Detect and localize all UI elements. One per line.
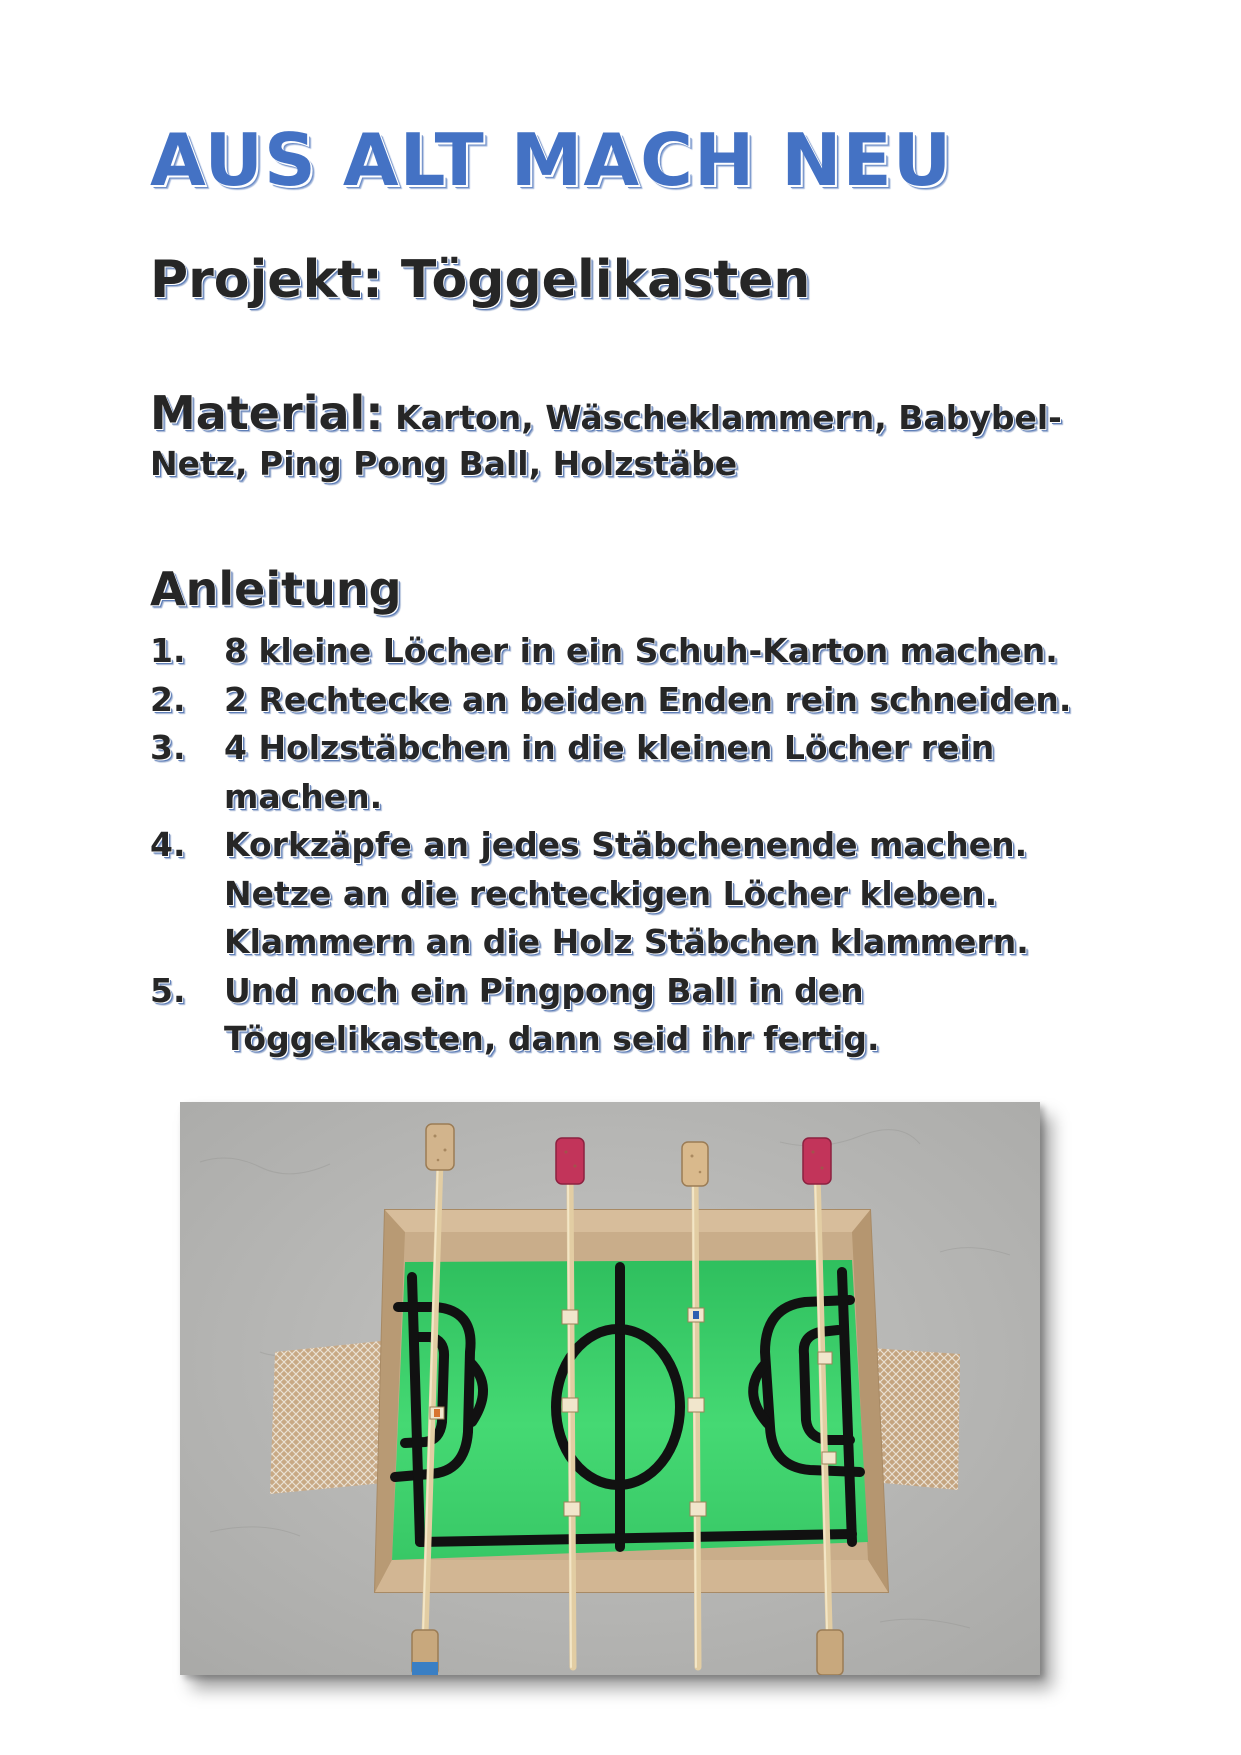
material-section	[150, 386, 1100, 487]
instruction-list	[150, 627, 1110, 1064]
step-line: Töggelikasten, dann seid ihr fertig.	[224, 1019, 880, 1058]
instruction-step	[150, 821, 1110, 967]
step-line: Klammern an die Holz Stäbchen klammern.	[224, 922, 1029, 961]
step-text	[224, 821, 1110, 967]
step-line: 2 Rechtecke an beiden Enden rein schneiden.	[224, 679, 1072, 719]
step-number: 1.	[150, 631, 186, 670]
step-number: 4.	[150, 825, 186, 864]
instruction-step	[150, 724, 1110, 821]
step-text	[224, 676, 1110, 725]
step-line: 8 kleine Löcher in ein Schuh-Karton machen.	[224, 631, 1058, 670]
instruction-step	[150, 676, 1110, 725]
material-items-line-1: Karton, Wäscheklammern, Babybel-	[395, 398, 1062, 437]
step-line: Korkzäpfe an jedes Stäbchenende machen.	[224, 825, 1028, 864]
anleitung-heading: Anleitung	[150, 562, 402, 616]
step-line: machen.	[224, 776, 383, 816]
instruction-step	[150, 967, 1110, 1064]
foosball-photo-illustration	[180, 1102, 1040, 1675]
step-number: 2.	[150, 679, 186, 719]
step-text	[224, 724, 1110, 821]
material-label: Material:	[150, 386, 384, 440]
left-goal-net	[270, 1340, 394, 1494]
page-title: AUS ALT MACH NEU	[150, 118, 953, 202]
step-text	[224, 967, 1110, 1064]
step-line: 4 Holzstäbchen in die kleinen Löcher rein	[224, 728, 995, 767]
step-line: Netze an die rechteckigen Löcher kleben.	[224, 873, 998, 913]
foosball-photo	[180, 1102, 1040, 1675]
step-line: Und noch ein Pingpong Ball in den	[224, 970, 864, 1010]
instruction-step	[150, 627, 1110, 676]
step-number: 3.	[150, 728, 186, 767]
step-number: 5.	[150, 970, 186, 1010]
project-subtitle: Projekt: Töggelikasten	[150, 250, 811, 310]
material-items-line-2: Netz, Ping Pong Ball, Holzstäbe	[150, 444, 738, 483]
step-text	[224, 627, 1110, 676]
